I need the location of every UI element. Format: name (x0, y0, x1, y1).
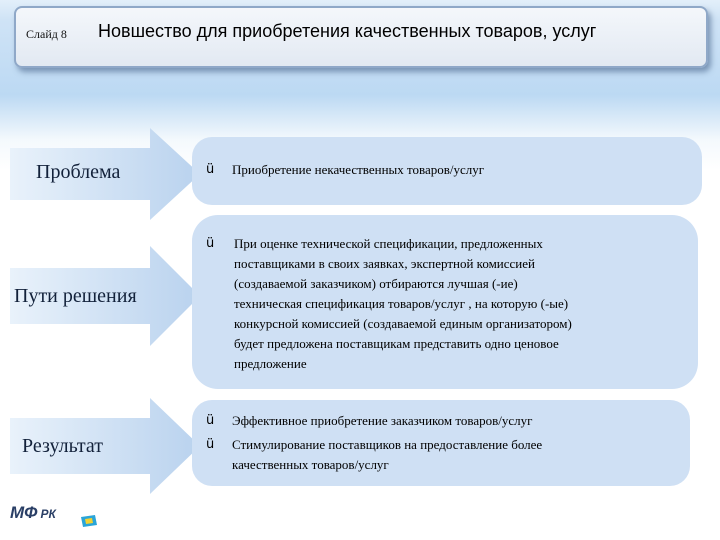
checkmark-icon: ü (206, 437, 215, 452)
slide-title-bar (14, 6, 708, 68)
checkmark-icon: ü (206, 413, 215, 428)
result-item-2: Стимулирование поставщиков на предоставление более качественных товаров/услуг (232, 437, 543, 472)
ministry-logo: МФ РК (10, 503, 56, 522)
slide-number: Слайд 8 (26, 27, 67, 41)
checkmark-icon: ü (206, 162, 215, 177)
result-label: Результат (22, 435, 104, 457)
result-item-1: Эффективное приобретение заказчиком товаров/услуг (232, 413, 533, 428)
checkmark-icon: ü (206, 236, 215, 251)
solution-label: Пути решения (14, 285, 137, 307)
problem-label: Проблема (36, 161, 121, 183)
problem-item: Приобретение некачественных товаров/услуг (232, 162, 485, 177)
flag-icon (80, 514, 98, 528)
slide-title: Новшество для приобретения качественных товаров, услуг (98, 21, 597, 41)
solution-item: При оценке технической спецификации, предложенных поставщиками в своих заявках, экспертной комиссией (создаваемой заказчиком) отбираются лучшая (-ие) техническая спецификация товаров/услуг , на которую (-ые) конкурсной комиссией (создаваемой единым организатором) будет предложена поставщикам представить одно ценовое предложение (234, 236, 572, 371)
